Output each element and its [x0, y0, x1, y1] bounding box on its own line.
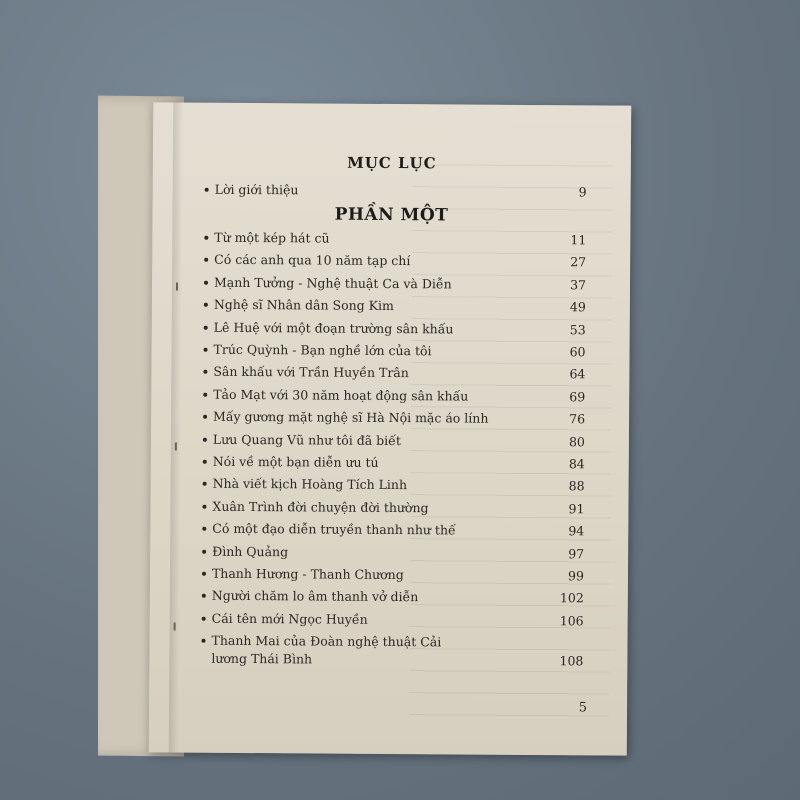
entry-label: Có các anh qua 10 năm tạp chí — [214, 252, 411, 269]
book-page — [148, 102, 632, 755]
entry-page: 102 — [559, 590, 584, 606]
entry-label: Thanh Mai của Đoàn nghệ thuật Cải lương Thái Bình — [211, 632, 442, 667]
toc-entry — [204, 296, 586, 317]
bullet-icon — [204, 303, 208, 307]
toc-entry — [202, 587, 584, 608]
bullet-icon — [204, 258, 208, 262]
part-title: PHẦN MỘT — [334, 204, 449, 226]
page-spine-shadow — [169, 102, 184, 752]
toc-entry — [204, 251, 586, 272]
entry-label: Mạnh Tưởng - Nghệ thuật Ca và Diễn — [213, 274, 452, 292]
toc-entry — [203, 385, 585, 406]
entry-page: 27 — [570, 254, 587, 270]
page-number: 5 — [578, 700, 588, 716]
entry-label: Người chăm lo âm thanh vở diễn — [211, 588, 419, 605]
entry-label: Cái tên mới Ngọc Huyền — [211, 610, 368, 627]
toc-entry — [202, 497, 584, 518]
entry-label: Mấy gương mặt nghệ sĩ Hà Nội mặc áo lính — [213, 408, 489, 426]
bullet-icon — [203, 482, 207, 486]
entry-label: Đình Quảng — [212, 543, 289, 559]
entry-page: 80 — [568, 433, 585, 449]
bullet-icon — [203, 415, 207, 419]
bullet-icon — [202, 616, 206, 620]
bullet-icon — [202, 594, 206, 598]
entry-page: 37 — [570, 277, 587, 293]
toc-entry — [203, 363, 585, 384]
bullet-icon — [202, 572, 206, 576]
bullet-icon — [203, 392, 207, 396]
entry-label: Lưu Quang Vũ như tôi đã biết — [212, 431, 401, 448]
bullet-icon — [202, 639, 206, 643]
toc-entry — [204, 229, 586, 250]
entry-label: Từ một kép hát cũ — [214, 229, 330, 246]
entry-page: 97 — [568, 545, 585, 561]
bullet-icon — [202, 504, 206, 508]
entry-page: 9 — [578, 184, 587, 200]
binding-stitch — [176, 283, 178, 291]
entry-page: 94 — [568, 523, 585, 539]
bullet-icon — [202, 527, 206, 531]
entry-page: 64 — [569, 366, 586, 382]
entry-page: 69 — [569, 389, 586, 405]
entry-label: Có một đạo diễn truyền thanh như thế — [212, 520, 456, 538]
entry-page: 108 — [559, 653, 584, 669]
entry-label: Nghệ sĩ Nhân dân Song Kim — [213, 296, 394, 314]
entry-label: Nhà viết kịch Hoàng Tích Linh — [212, 476, 408, 493]
toc-intro-entry — [205, 181, 587, 202]
toc-entry — [203, 430, 585, 451]
entry-page: 84 — [568, 456, 585, 472]
entry-page: 11 — [570, 232, 587, 248]
entry-label: Sân khấu với Trần Huyền Trân — [213, 364, 409, 381]
binding-stitch — [175, 443, 177, 451]
binding-stitch — [174, 622, 176, 630]
entry-page: 88 — [568, 478, 585, 494]
entry-label: Xuân Trình đời chuyện đời thường — [212, 498, 429, 516]
toc-entry — [203, 475, 585, 496]
entry-label: Nói về một bạn diễn ưu tú — [212, 453, 379, 470]
toc-entry — [202, 520, 584, 541]
bullet-icon — [204, 236, 208, 240]
entry-page: 53 — [569, 321, 586, 337]
bullet-icon — [202, 549, 206, 553]
toc-entry — [204, 273, 586, 294]
toc-entry — [203, 408, 585, 429]
entry-page: 91 — [568, 501, 585, 517]
toc-entry — [202, 609, 584, 630]
bullet-icon — [204, 325, 208, 329]
entry-page: 106 — [559, 612, 584, 629]
toc-entry — [203, 453, 585, 474]
bullet-icon — [203, 437, 207, 441]
toc-entry — [203, 341, 585, 362]
toc-entry — [204, 318, 586, 339]
toc-entry — [202, 565, 584, 586]
toc-entry — [202, 542, 584, 563]
entry-label: Lời giới thiệu — [214, 181, 299, 198]
bullet-icon — [203, 370, 207, 374]
toc-title: MỤC LỤC — [347, 153, 437, 173]
bullet-icon — [203, 460, 207, 464]
toc-entry — [201, 632, 583, 671]
entry-page: 99 — [568, 568, 585, 584]
bullet-icon — [205, 188, 209, 192]
entry-page: 49 — [569, 299, 586, 315]
entry-label: Trúc Quỳnh - Bạn nghề lớn của tôi — [213, 341, 432, 359]
entry-page: 60 — [569, 344, 586, 360]
entry-page: 76 — [569, 411, 586, 427]
entry-label: Lê Huệ với một đoạn trường sân khấu — [213, 319, 454, 337]
bullet-icon — [204, 280, 208, 284]
bullet-icon — [204, 348, 208, 352]
entry-label: Tảo Mạt với 30 năm hoạt động sân khấu — [213, 386, 469, 404]
entry-label: Thanh Hương - Thanh Chương — [211, 565, 404, 583]
